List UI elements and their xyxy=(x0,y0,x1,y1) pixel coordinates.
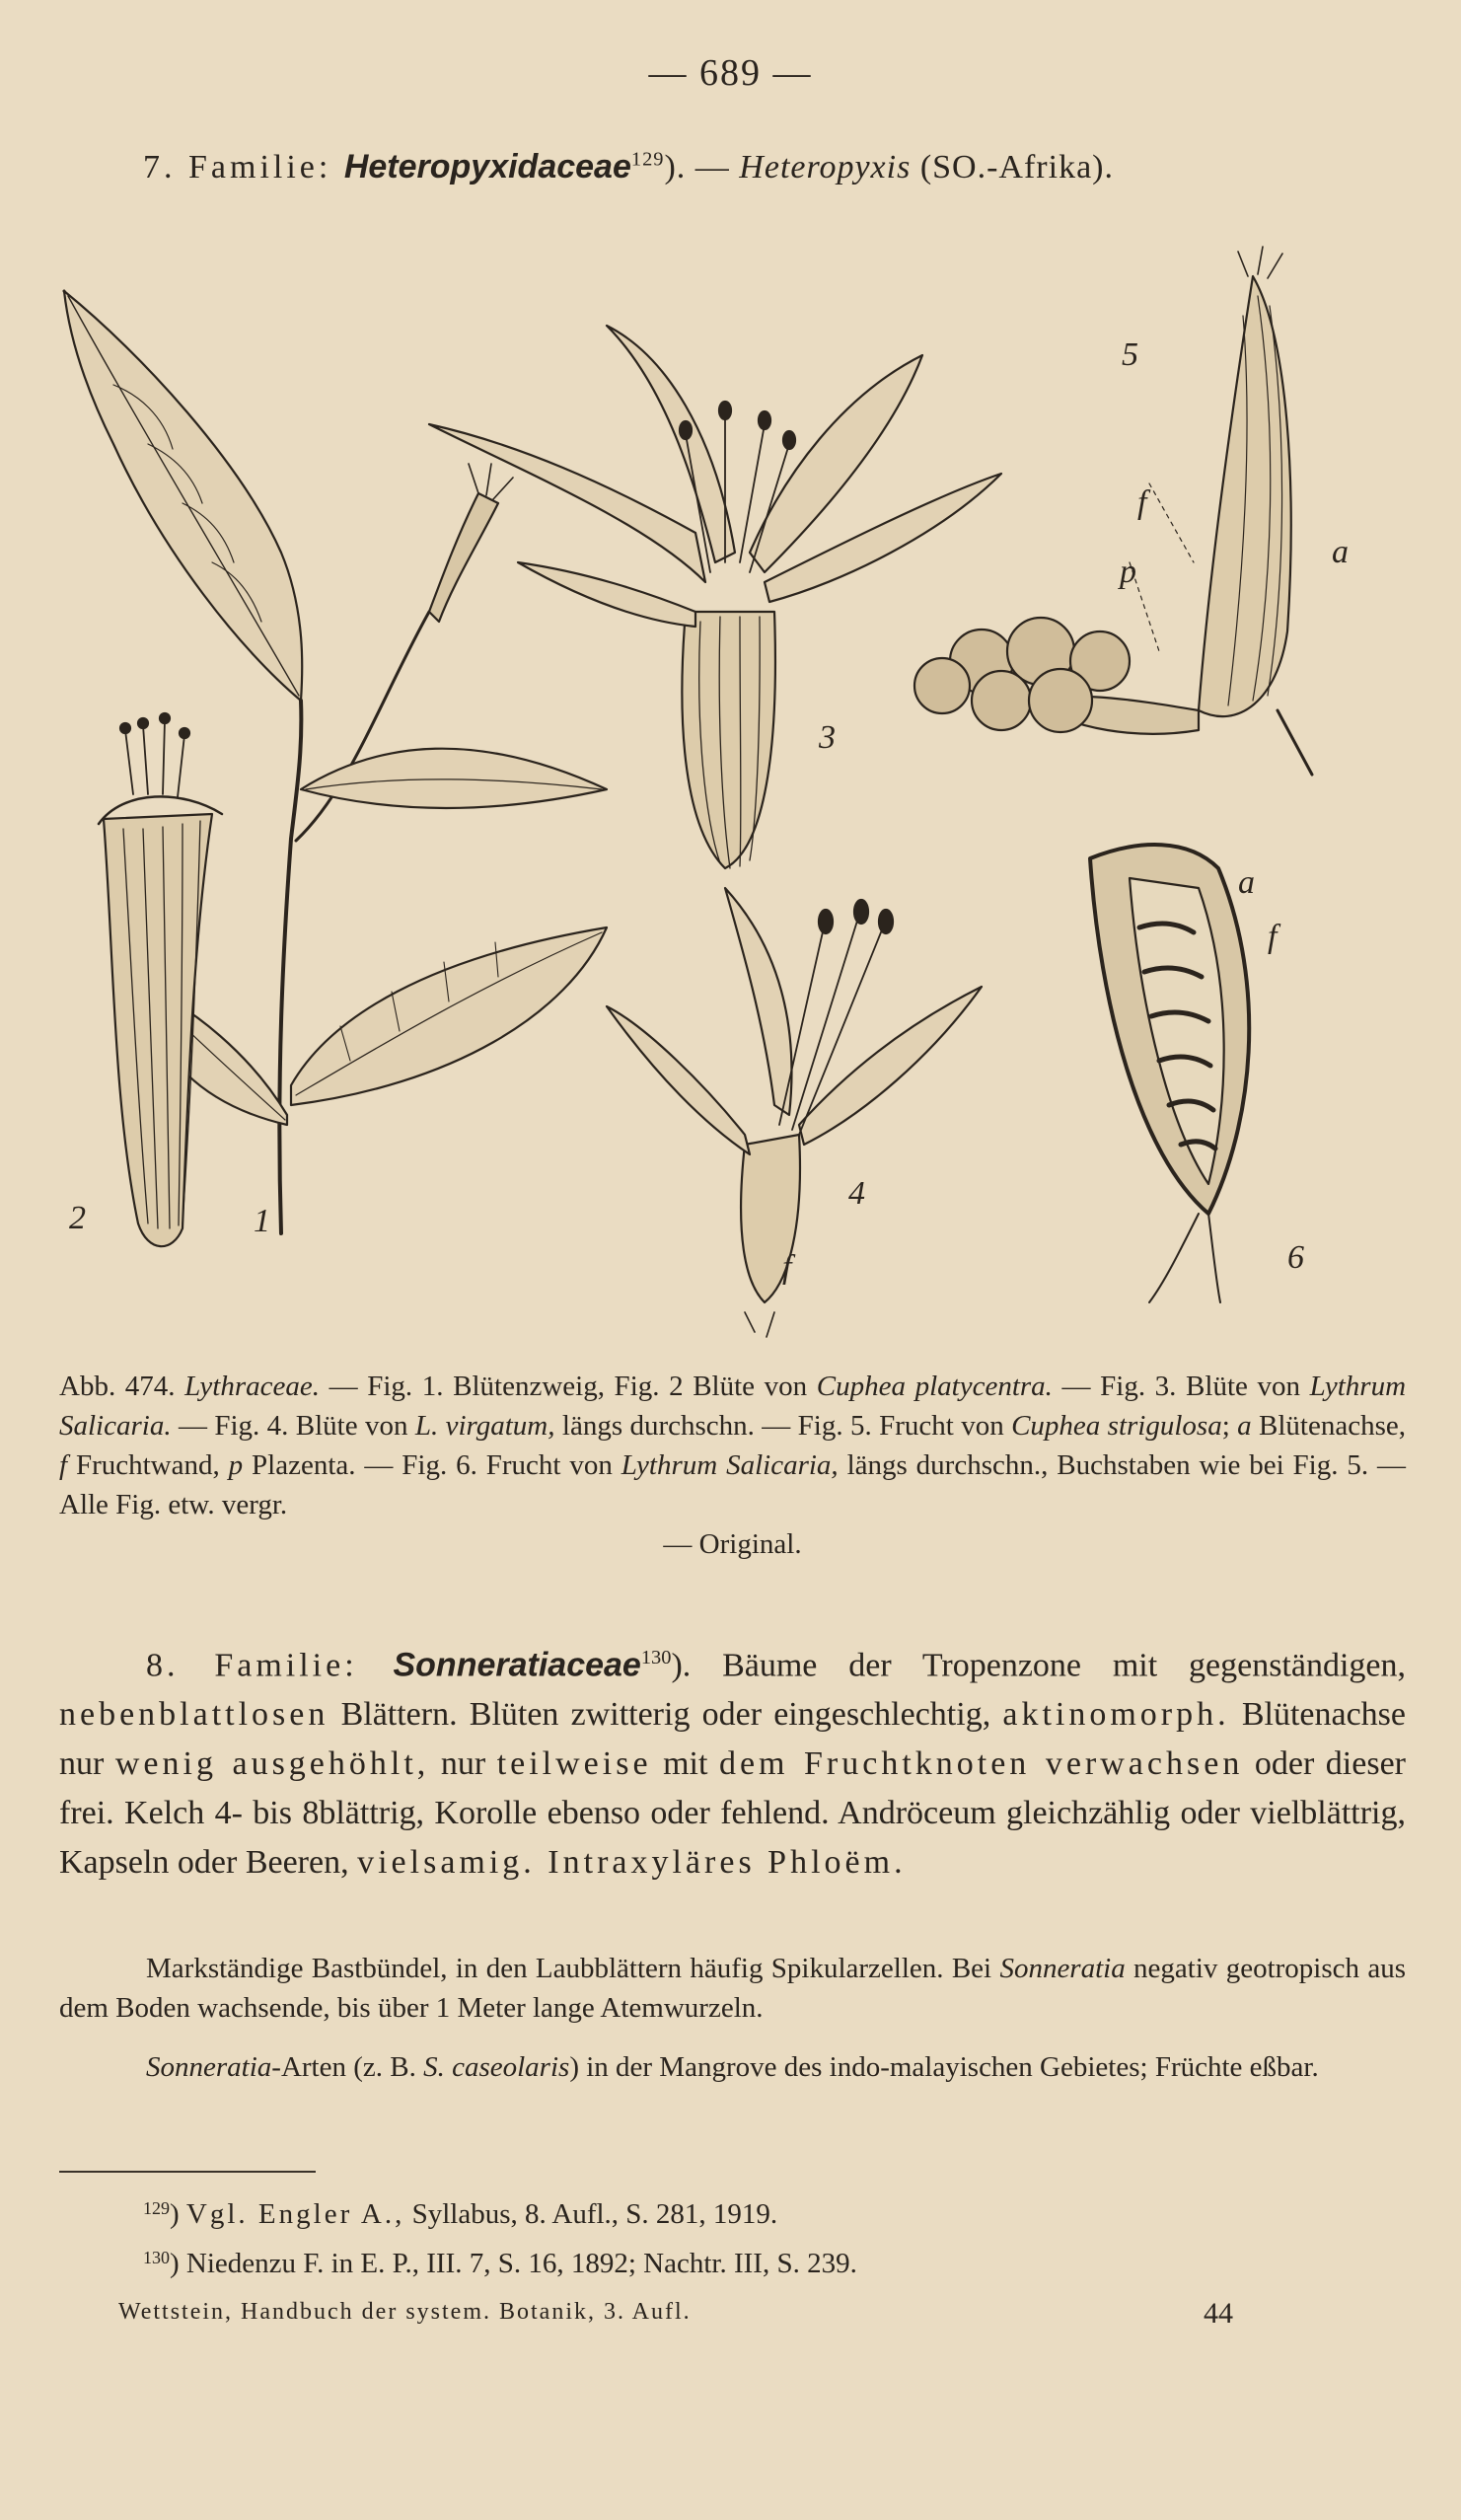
caption-text-6: Blütenachse, xyxy=(1251,1410,1406,1442)
family-8-spaced-3: wenig ausgehöhlt, xyxy=(114,1745,430,1783)
fig3-label: 3 xyxy=(819,719,836,756)
family-8-section xyxy=(59,1633,1406,1888)
footnote-129-text: Syllabus, 8. Aufl., S. 281, 1919. xyxy=(404,2198,778,2230)
family-8-body-d: nur xyxy=(429,1745,497,1783)
fig4-label: 4 xyxy=(848,1175,865,1212)
footer-title: Wettstein, Handbuch der system. Botanik, 3. Aufl. xyxy=(118,2299,692,2325)
family-7-text-a: ). — xyxy=(664,149,740,185)
footnote-130-mark: 130 xyxy=(143,2248,170,2267)
fig5-f-label: f xyxy=(1137,484,1147,521)
fig6-a-label: a xyxy=(1238,864,1255,901)
fig5-p-label: p xyxy=(1120,554,1136,590)
figure-caption xyxy=(59,1367,1406,1564)
paragraph-sonneratia-arten xyxy=(59,2047,1406,2087)
fig2-label: 2 xyxy=(69,1200,86,1236)
para2-text-b: ) in der Mangrove des indo-malayischen Gebietes; Früchte eßbar. xyxy=(569,2051,1319,2083)
page-number: — 689 — xyxy=(648,52,813,94)
family-8-number: 8. Familie: xyxy=(146,1647,394,1684)
caption-letter-a: a xyxy=(1237,1410,1252,1442)
family-8-spaced-5: dem Fruchtknoten verwachsen xyxy=(718,1745,1244,1783)
para2-genus: Sonneratia xyxy=(146,2051,272,2083)
fig5-label: 5 xyxy=(1122,336,1138,373)
family-7-genus: Heteropyxis xyxy=(739,149,912,185)
fig4-f-label: f xyxy=(782,1249,792,1286)
fig5-a-label: a xyxy=(1332,534,1349,570)
figure-474 xyxy=(54,237,1416,1352)
para1-text-a: Markständige Bastbündel, in den Laubblättern häufig Spikularzellen. Bei xyxy=(146,1953,1000,1984)
family-8-body-a: Bäume der Tropenzone mit gegenständigen, xyxy=(722,1647,1406,1684)
footnote-divider xyxy=(59,2171,316,2173)
caption-text-3: — Fig. 4. Blüte von xyxy=(171,1410,415,1442)
caption-cuphea-platycentra: Cuphea platycentra. xyxy=(816,1371,1053,1402)
family-7-heading xyxy=(143,148,1327,186)
footnote-129-author: Vgl. Engler A., xyxy=(185,2198,405,2230)
caption-cuphea-strigulosa: Cuphea strigulosa xyxy=(1011,1410,1222,1442)
para1-genus: Sonneratia xyxy=(999,1953,1126,1984)
family-7-number: 7. Familie: xyxy=(143,149,344,185)
footnote-129: $^{129}$) Vgl. Engler A., Syllabus, 8. Aufl., S. 281, 1919. xyxy=(143,2198,778,2230)
footnote-130-text: Niedenzu F. in E. P., III. 7, S. 16, 1892; Nachtr. III, S. 239. xyxy=(185,2248,857,2279)
caption-lythrum-salicaria-1: Lythrum Salicaria. xyxy=(59,1371,1407,1442)
caption-original: — Original. xyxy=(663,1528,802,1560)
paragraph-bastbuendel xyxy=(59,1949,1406,2028)
fig6-lythrum-fruit-drawing xyxy=(1090,845,1249,1302)
para2-species: S. caseolaris xyxy=(423,2051,570,2083)
caption-letter-f: f xyxy=(59,1449,68,1481)
fig1-label: 1 xyxy=(254,1203,270,1239)
caption-text-1: — Fig. 1. Blütenzweig, Fig. 2 Blüte von xyxy=(320,1371,817,1402)
caption-letter-p: p xyxy=(228,1449,244,1481)
caption-lythraceae: Lythraceae. xyxy=(184,1371,321,1402)
caption-text-8: Plazenta. — Fig. 6. Frucht von xyxy=(243,1449,621,1481)
para2-text-a: -Arten (z. B. xyxy=(271,2051,424,2083)
botanical-illustration xyxy=(54,237,1416,1352)
family-8-spaced-4: teilweise xyxy=(496,1745,652,1783)
footnote-ref-130: 130 xyxy=(640,1647,672,1668)
caption-text-4: längs durchschn. — Fig. 5. Frucht von xyxy=(554,1410,1012,1442)
footnote-ref-129: 129 xyxy=(630,148,665,171)
caption-abb: Abb. 474. xyxy=(59,1371,185,1402)
family-8-spaced-2: aktinomorph. xyxy=(1002,1696,1230,1734)
family-8-body-b: Blättern. Blüten zwitterig oder eingeschlechtig, xyxy=(329,1696,1003,1734)
family-8-body-f: oder dieser frei. Kelch 4- bis 8blättrig, Korolle ebenso oder fehlend. Andröceum gleichzählig oder vielblättrig, Kapseln oder Beeren, xyxy=(59,1745,1406,1882)
footer-signature: 44 xyxy=(1204,2297,1233,2330)
caption-text-7: Fruchtwand, xyxy=(67,1449,229,1481)
caption-text-9: längs durchschn., Buchstaben wie bei Fig. 5. — Alle Fig. etw. vergr. xyxy=(59,1449,1407,1520)
fig6-f-label: f xyxy=(1268,919,1278,955)
family-8-spaced-1: nebenblattlosen xyxy=(59,1696,329,1734)
family-8-body-e: mit xyxy=(651,1745,719,1783)
footnote-129-mark: 129 xyxy=(143,2198,170,2218)
family-7-text-b: (SO.-Afrika). xyxy=(911,149,1114,185)
caption-text-2: — Fig. 3. Blüte von xyxy=(1052,1371,1310,1402)
footnote-130: $^{130}$) Niedenzu F. in E. P., III. 7, S. 16, 1892; Nachtr. III, S. 239. xyxy=(143,2248,857,2279)
para1-text-b: negativ geotropisch aus dem Boden wachsende, bis über 1 Meter lange Atemwurzeln. xyxy=(59,1953,1406,2024)
fig6-label: 6 xyxy=(1287,1239,1304,1276)
fig2-cuphea-flower-drawing xyxy=(99,713,222,1246)
family-8-name: Sonneratiaceae xyxy=(393,1646,641,1684)
family-8-close: ). xyxy=(671,1647,723,1684)
family-8-spaced-6: vielsamig. Intraxyläres Phloëm. xyxy=(357,1844,907,1882)
family-7-name: Heteropyxidaceae xyxy=(343,148,631,185)
family-8-body-c: Blütenachse nur xyxy=(59,1696,1406,1783)
caption-lythrum-salicaria-2: Lythrum Salicaria, xyxy=(621,1449,839,1481)
caption-text-5: ; xyxy=(1221,1410,1238,1442)
fig4-virgatum-flower-drawing xyxy=(607,888,982,1337)
caption-l-virgatum: L. virgatum, xyxy=(414,1410,555,1442)
fig5-cuphea-fruit-drawing xyxy=(914,247,1312,775)
